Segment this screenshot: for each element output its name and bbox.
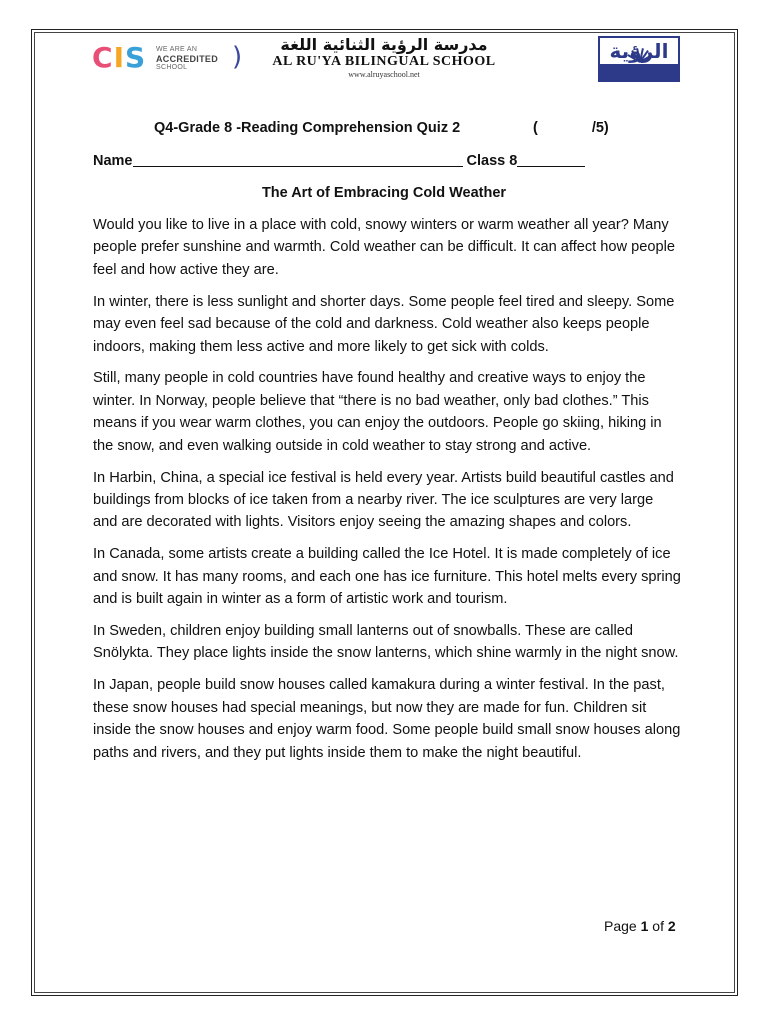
- passage-body: [93, 214, 681, 773]
- paragraph: In Sweden, children enjoy building small lanterns out of snowballs. These are called Snölykta. They place lights inside the snow lanterns, which shine warmly in the night snow.: [93, 623, 679, 662]
- class-blank[interactable]: [517, 152, 585, 167]
- paragraph: Still, many people in cold countries have found healthy and creative ways to enjoy the winter. In Norway, people believe that “there is no bad weather, only bad clothes.” This means if you wear warm clothes, you can enjoy the outdoors. People go skiing, hiking in the snow, and even walking outside in cold weather to stay strong and active.: [93, 370, 662, 454]
- quiz-title: Q4-Grade 8 -Reading Comprehension Quiz 2: [154, 120, 461, 136]
- passage-title: The Art of Embracing Cold Weather: [261, 185, 507, 201]
- page-number: Page 1 of 2: [604, 918, 676, 934]
- paragraph: Would you like to live in a place with cold, snowy winters or warm weather all year? Many people prefer sunshine and warmth. Cold weather can be difficult. It can affect how people feel and how active they are.: [93, 217, 675, 278]
- class-label: Class 8: [466, 153, 518, 169]
- school-header: [266, 36, 502, 80]
- school-website: www.alruyaschool.net: [348, 70, 420, 79]
- cis-letters: CIS: [92, 41, 147, 74]
- paragraph: In winter, there is less sunlight and shorter days. Some people feel tired and sleepy. Some may even feel sad because of the cold and darkness. Cold weather also keeps people indoors, making them less active and more likely to get sick with colds.: [93, 293, 675, 355]
- score-box: ( /5): [533, 120, 609, 136]
- cis-text: WE ARE AN ACCREDITED SCHOOL: [156, 46, 219, 71]
- cis-bracket-icon: ): [232, 42, 243, 72]
- school-name: AL RU'YA BILINGUAL SCHOOL: [272, 54, 496, 69]
- school-logo-arabic: الرؤية: [609, 39, 669, 63]
- name-class-line: [93, 152, 585, 169]
- cis-accreditation-logo: [92, 41, 244, 74]
- school-name-arabic: مدرسة الرؤية الثنائية اللغة: [280, 35, 488, 54]
- school-logo: [598, 36, 680, 82]
- paragraph: In Canada, some artists create a building called the Ice Hotel. It is made completely of ice and snow. It has many rooms, and each one has ice furniture. This hotel melts every spring and is built again in winter as a form of artistic work and tourism.: [93, 546, 681, 608]
- name-label: Name: [93, 153, 133, 169]
- paragraph: In Harbin, China, a special ice festival is held every year. Artists build beautiful castles and buildings from blocks of ice taken from a nearby river. The ice sculptures are very large and are decorated with lights. Visitors enjoy seeing the amazing shapes and colors.: [93, 469, 674, 531]
- name-blank[interactable]: [133, 152, 463, 167]
- paragraph: In Japan, people build snow houses called kamakura during a winter festival. In the past, these snow houses had special meanings, but now they are made for fun. Children sit inside the snow houses and enjoy warm food. Some people build small snow houses along paths and rivers, and they put lights inside them to make the night beautiful.: [93, 677, 681, 761]
